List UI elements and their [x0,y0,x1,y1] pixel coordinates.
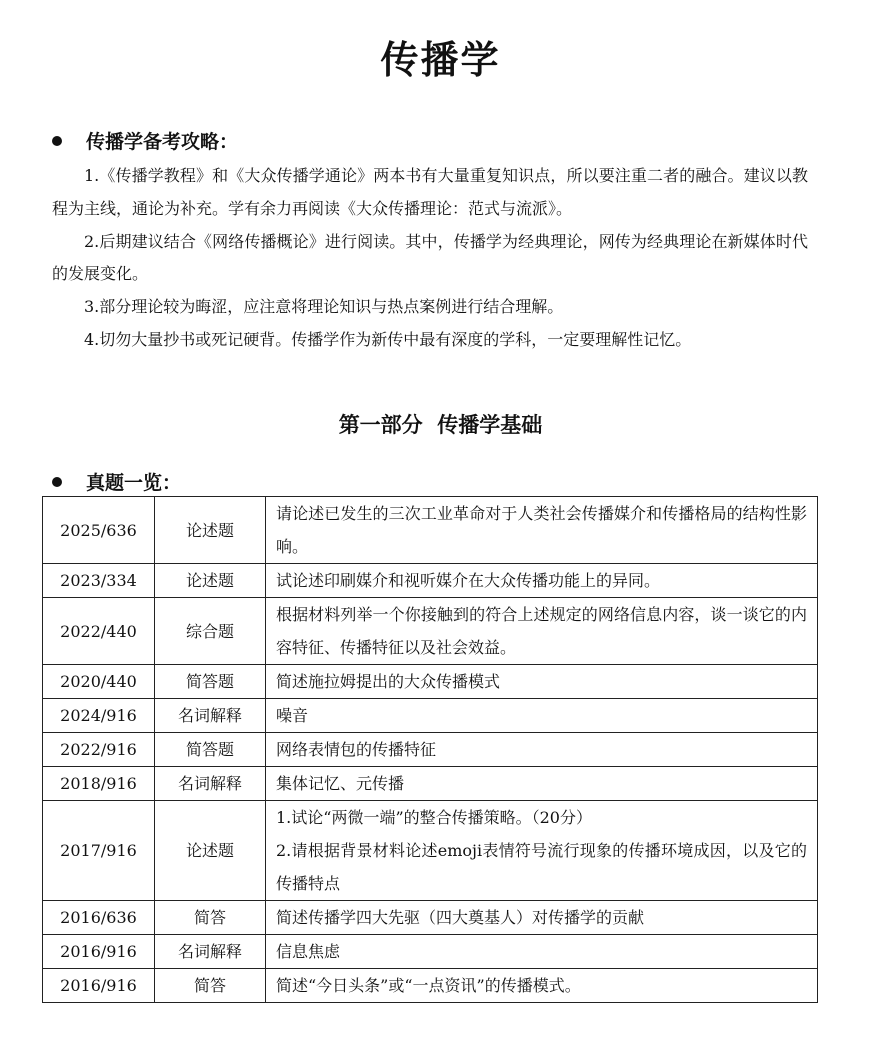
tip-item: 4.切勿大量抄书或死记硬背。传播学作为新传中最有深度的学科，一定要理解性记忆。 [84,329,692,349]
table-row [43,801,818,901]
table-row [43,497,818,564]
question-text: 请论述已发生的三次工业革命对于人类社会传播媒介和传播格局的结构性影响。 [276,504,807,556]
question-type-cell: 名词解释 [155,935,266,969]
tip-item: 3.部分理论较为晦涩，应注意将理论知识与热点案例进行结合理解。 [84,297,564,317]
question-type-cell: 论述题 [155,497,266,564]
tips-heading [52,128,238,156]
question-type-cell: 综合题 [155,598,266,665]
bullet-icon [52,136,62,146]
tips-heading-text: 传播学备考攻略： [86,131,239,153]
question-type-cell: 简答题 [155,665,266,699]
question-cell [266,935,818,969]
question-cell [266,564,818,598]
question-type-cell: 简答题 [155,733,266,767]
exam-table [42,496,818,1003]
question-cell [266,901,818,935]
question-text: 信息焦虑 [276,942,341,961]
question-text: 2.请根据背景材料论述emoji表情符号流行现象的传播环境成因，以及它的传播特点 [276,841,807,893]
tips-list [52,160,808,357]
question-cell [266,665,818,699]
question-type-cell: 论述题 [155,801,266,901]
table-row [43,767,818,801]
bullet-icon [52,477,62,487]
table-row [43,935,818,969]
question-text: 根据材料列举一个你接触到的符合上述规定的网络信息内容，谈一谈它的内容特征、传播特征以及社会效益。 [276,605,807,657]
exam-heading-text: 真题一览： [86,472,182,494]
exam-year-cell: 2018/916 [43,767,155,801]
question-cell [266,969,818,1003]
question-cell [266,497,818,564]
page-title: 传播学 [380,38,501,82]
exam-year-cell: 2025/636 [43,497,155,564]
table-row [43,969,818,1003]
exam-heading [52,469,181,497]
question-type-cell: 论述题 [155,564,266,598]
question-type-cell: 简答 [155,969,266,1003]
exam-year-cell: 2020/440 [43,665,155,699]
exam-year-cell: 2017/916 [43,801,155,901]
section-title: 第一部分 传播学基础 [338,413,543,437]
question-text: 噪音 [276,706,309,725]
question-type-cell: 名词解释 [155,767,266,801]
table-row [43,901,818,935]
question-text: 集体记忆、元传播 [276,774,405,793]
question-cell [266,733,818,767]
question-text: 简述传播学四大先驱（四大奠基人）对传播学的贡献 [276,908,645,927]
tip-item: 1.《传播学教程》和《大众传播学通论》两本书有大量重复知识点，所以要注重二者的融合。建议以教程为主线，通论为补充。学有余力再阅读《大众传播理论：范式与流派》。 [52,166,808,218]
question-text: 简述“今日头条”或“一点资讯”的传播模式。 [276,976,581,995]
question-type-cell: 简答 [155,901,266,935]
table-row [43,564,818,598]
exam-year-cell: 2022/916 [43,733,155,767]
table-row [43,733,818,767]
question-text: 试论述印刷媒介和视听媒介在大众传播功能上的异同。 [276,571,661,590]
exam-year-cell: 2023/334 [43,564,155,598]
question-cell [266,767,818,801]
question-type-cell: 名词解释 [155,699,266,733]
table-row [43,699,818,733]
exam-year-cell: 2016/636 [43,901,155,935]
question-cell [266,801,818,901]
exam-year-cell: 2016/916 [43,935,155,969]
exam-year-cell: 2016/916 [43,969,155,1003]
question-text: 1.试论“两微一端”的整合传播策略。（20分） [276,808,592,827]
table-row [43,598,818,665]
tip-item: 2.后期建议结合《网络传播概论》进行阅读。其中，传播学为经典理论，网传为经典理论在新媒体时代的发展变化。 [52,231,808,284]
exam-year-cell: 2022/440 [43,598,155,665]
table-row [43,665,818,699]
exam-year-cell: 2024/916 [43,699,155,733]
question-text: 简述施拉姆提出的大众传播模式 [276,672,501,691]
question-text: 网络表情包的传播特征 [276,740,437,759]
question-cell [266,699,818,733]
question-cell [266,598,818,665]
